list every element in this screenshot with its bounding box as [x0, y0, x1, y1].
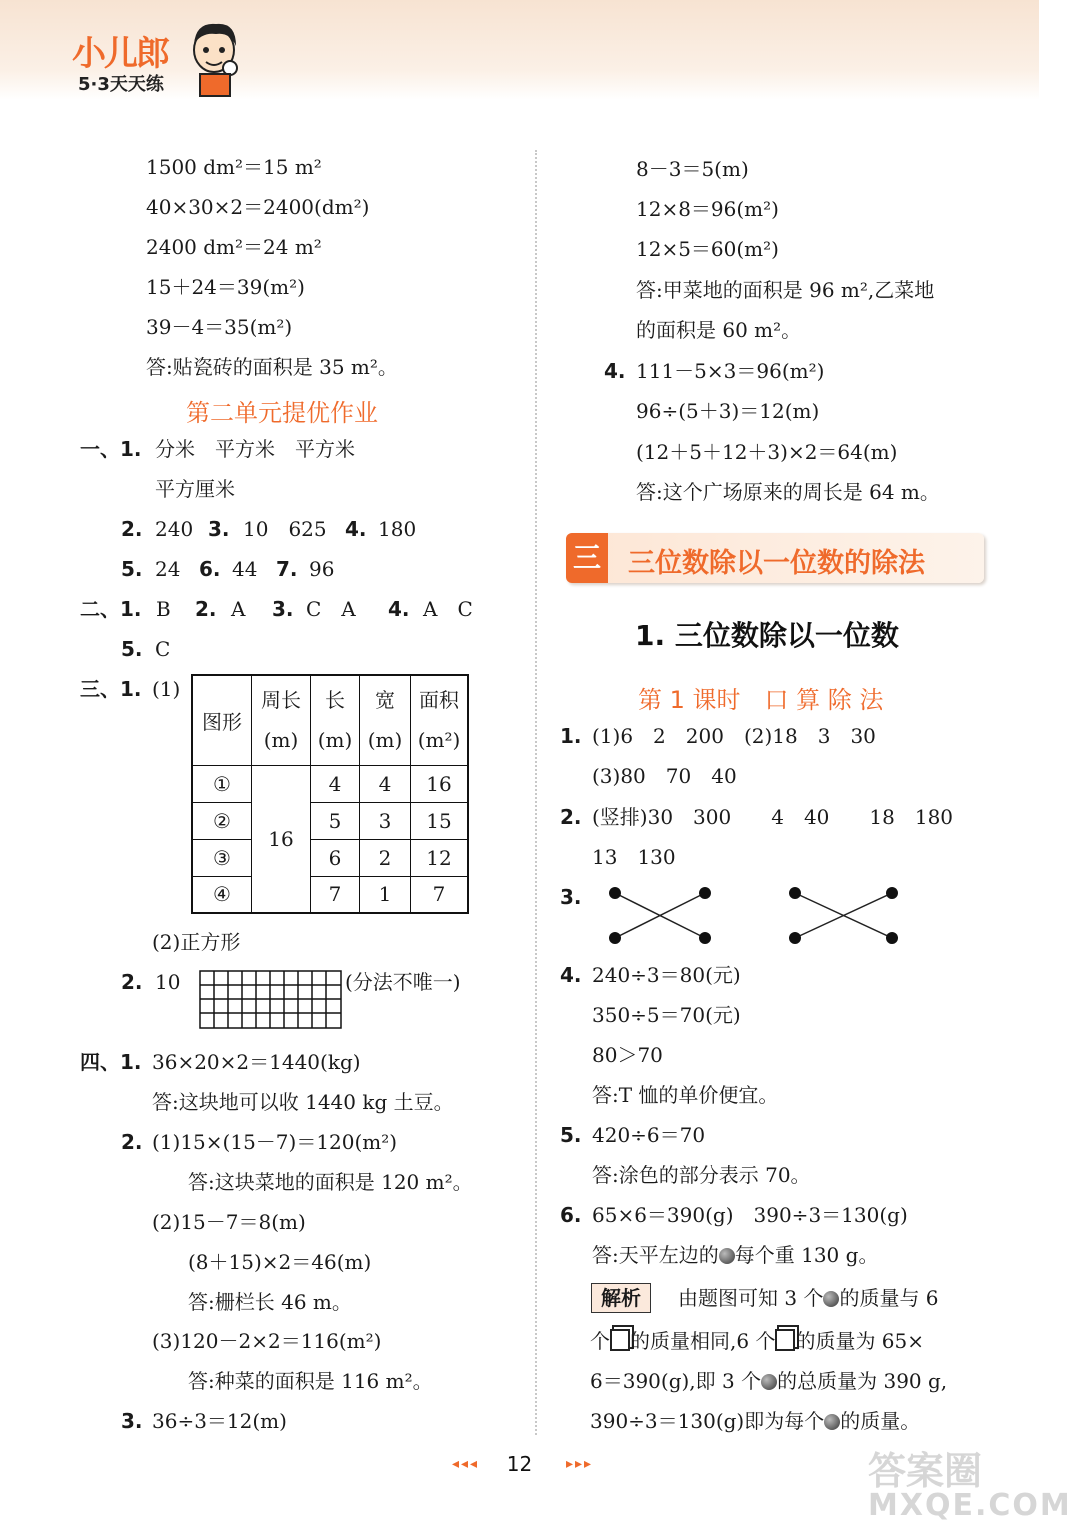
section-title: 1. 三位数除以一位数 — [635, 619, 899, 652]
calc-line: 39－4＝35(m²) — [146, 315, 293, 339]
calc-line: 240÷3＝80(元) — [592, 963, 741, 987]
answer-line: 的面积是 60 m²。 — [636, 318, 802, 342]
q-answer: 180 — [378, 517, 417, 541]
table-cell: 2 — [360, 839, 411, 876]
answer-text: 每个重 130 g。 — [734, 1243, 879, 1267]
part4-label: 四、1. — [80, 1050, 142, 1074]
unit3-banner — [566, 533, 984, 583]
table-cell: 4 — [311, 765, 360, 802]
table-cell: 7 — [311, 876, 360, 913]
calc-line: 420÷6＝70 — [592, 1123, 706, 1147]
cube-icon — [775, 1329, 795, 1351]
table-cell: 6 — [311, 839, 360, 876]
analysis-text: 由题图可知 3 个 — [678, 1286, 824, 1310]
table-cell: 3 — [360, 802, 411, 839]
analysis-text: 的质量相同,6 个 — [630, 1329, 776, 1353]
calc-line: 15＋24＝39(m²) — [146, 275, 305, 299]
ball-icon — [719, 1248, 735, 1264]
calc-line: 2400 dm²＝24 m² — [146, 235, 322, 259]
part1-label: 一、1. — [80, 437, 142, 461]
calc-line: 350÷5＝70(元) — [592, 1003, 741, 1027]
q-num: 3. — [121, 1409, 143, 1433]
q-num: 7. — [276, 557, 298, 581]
analysis-line — [678, 1284, 939, 1312]
q-answer: (1)6 2 200 (2)18 3 30 — [592, 724, 876, 748]
analysis-text: 390÷3＝130(g)即为每个 — [590, 1409, 825, 1433]
table-header: 图形 — [192, 675, 252, 765]
table-header: 周长(m) — [252, 675, 311, 765]
table-cell: 12 — [411, 839, 469, 876]
answer-line: 答:涂色的部分表示 70。 — [592, 1163, 811, 1187]
table-cell: 5 — [311, 802, 360, 839]
column-divider — [535, 150, 537, 1435]
calc-line: 65×6＝390(g) 390÷3＝130(g) — [592, 1203, 908, 1227]
unit3-number: 三 — [566, 533, 608, 583]
q-num: 4. — [388, 597, 410, 621]
lesson-title: 第 1 课时 口 算 除 法 — [638, 686, 884, 714]
answer-line: 答:T 恤的单价便宜。 — [592, 1083, 779, 1107]
analysis-text: 个 — [590, 1329, 610, 1353]
answer-line: 答:栅栏长 46 m。 — [188, 1290, 352, 1314]
calc-line: (1)15×(15－7)＝120(m²) — [152, 1130, 398, 1154]
ball-icon — [761, 1374, 777, 1390]
q-answer: (3)80 70 40 — [592, 764, 737, 788]
matching-lines-figure — [600, 880, 910, 950]
table-cell: ④ — [192, 876, 252, 913]
calc-line: 8－3＝5(m) — [636, 157, 749, 181]
grid-figure — [199, 970, 343, 1030]
table-cell: 4 — [360, 765, 411, 802]
cube-icon — [610, 1329, 630, 1351]
q-answer: (竖排)30 300 4 40 18 180 — [592, 805, 954, 829]
calc-line: 1500 dm²＝15 m² — [146, 155, 322, 179]
answer-line: 答:贴瓷砖的面积是 35 m²。 — [146, 355, 398, 379]
calc-line: (2)15－7＝8(m) — [152, 1210, 306, 1234]
answer-text: 答:天平左边的 — [592, 1243, 719, 1267]
table-cell: ③ — [192, 839, 252, 876]
part3-label: 三、1. — [80, 677, 142, 701]
q-num: 5. — [121, 557, 143, 581]
q-answer: 44 — [232, 557, 258, 581]
q-num: 3. — [272, 597, 294, 621]
q-answer: A C — [423, 597, 473, 621]
analysis-text: 6＝390(g),即 3 个 — [590, 1369, 762, 1393]
analysis-text: 的质量为 65× — [795, 1329, 925, 1353]
q-answer: 240 — [155, 517, 194, 541]
calc-line: 12×8＝96(m²) — [636, 197, 779, 221]
q-num: 4. — [345, 517, 367, 541]
mascot-icon — [186, 16, 246, 98]
table-cell: ① — [192, 765, 252, 802]
q-num: 6. — [560, 1203, 582, 1227]
table-cell: 15 — [411, 802, 469, 839]
q-subpart: (1) — [152, 677, 181, 701]
part1-answer: 分米 平方米 平方米 — [155, 437, 355, 461]
table-cell: ② — [192, 802, 252, 839]
analysis-text: 的质量与 6 — [839, 1286, 939, 1310]
q-num: 2. — [195, 597, 217, 621]
answer-line: 答:这块地可以收 1440 kg 土豆。 — [152, 1090, 454, 1114]
q-num: 2. — [121, 1130, 143, 1154]
q-answer: A — [231, 597, 246, 621]
unit3-title: 三位数除以一位数的除法 — [628, 548, 925, 579]
q-num: 2. — [121, 970, 143, 994]
logo: 小儿郎 — [72, 34, 168, 74]
calc-line: 36÷3＝12(m) — [152, 1409, 287, 1433]
q-answer: 24 — [155, 557, 181, 581]
answer-line — [592, 1241, 878, 1269]
answer-line: 答:这个广场原来的周长是 64 m。 — [636, 480, 940, 504]
calc-line: 111－5×3＝96(m²) — [636, 359, 825, 383]
q-num: 3. — [560, 885, 582, 909]
brand-name: 5·3天天练 — [78, 74, 164, 95]
analysis-line — [590, 1367, 947, 1395]
q-answer: 10 — [155, 970, 181, 994]
calc-line: 80＞70 — [592, 1043, 663, 1067]
table-header: 宽(m) — [360, 675, 411, 765]
answer-line: 答:种菜的面积是 116 m²。 — [188, 1369, 433, 1393]
answer-line: 答:这块菜地的面积是 120 m²。 — [188, 1170, 473, 1194]
analysis-label: 解析 — [591, 1283, 651, 1313]
table-cell: 7 — [411, 876, 469, 913]
page-number: 12 — [506, 1452, 533, 1476]
table-header: 长(m) — [311, 675, 360, 765]
q-answer: 10 625 — [243, 517, 327, 541]
q-num: 5. — [560, 1123, 582, 1147]
ball-icon — [823, 1291, 839, 1307]
part2-label: 二、1. — [80, 597, 142, 621]
q-answer: 96 — [309, 557, 335, 581]
answer-line: 答:甲菜地的面积是 96 m²,乙菜地 — [636, 278, 935, 302]
calc-line: 36×20×2＝1440(kg) — [152, 1050, 361, 1074]
ball-icon — [824, 1414, 840, 1430]
q-num: 6. — [199, 557, 221, 581]
table-cell: 16 — [252, 765, 311, 913]
watermark: 答案圈 — [868, 1449, 983, 1493]
q-num: 2. — [121, 517, 143, 541]
watermark-url: MXQE.COM — [868, 1488, 1072, 1523]
answer-table — [191, 674, 469, 914]
analysis-text: 的质量。 — [840, 1409, 921, 1433]
next-arrows-icon: ▸▸▸ — [566, 1456, 594, 1472]
prev-arrows-icon: ◂◂◂ — [452, 1456, 480, 1472]
q-answer: B — [156, 597, 171, 621]
calc-line: (3)120－2×2＝116(m²) — [152, 1329, 382, 1353]
q-num: 4. — [604, 359, 626, 383]
q-answer: 13 130 — [592, 845, 676, 869]
q-num: 1. — [560, 724, 582, 748]
analysis-text: 的总质量为 390 g, — [777, 1369, 948, 1393]
calc-line: 12×5＝60(m²) — [636, 237, 779, 261]
calc-line: (12＋5＋12＋3)×2＝64(m) — [636, 440, 898, 464]
note: (分法不唯一) — [345, 970, 461, 994]
q-answer: C A — [306, 597, 356, 621]
q-num: 2. — [560, 805, 582, 829]
table-header: 面积(m²) — [411, 675, 469, 765]
analysis-line — [590, 1407, 920, 1435]
table-cell: 1 — [360, 876, 411, 913]
q-answer: (2)正方形 — [152, 930, 241, 954]
q-num: 5. — [121, 637, 143, 661]
q-num: 3. — [208, 517, 230, 541]
part1-answer: 平方厘米 — [155, 477, 235, 501]
analysis-line — [590, 1327, 924, 1355]
calc-line: 96÷(5＋3)＝12(m) — [636, 399, 820, 423]
table-cell: 16 — [411, 765, 469, 802]
q-num: 4. — [560, 963, 582, 987]
calc-line: 40×30×2＝2400(dm²) — [146, 195, 370, 219]
calc-line: (8＋15)×2＝46(m) — [188, 1250, 372, 1274]
q-answer: C — [155, 637, 171, 661]
unit2-title: 第二单元提优作业 — [186, 399, 378, 427]
